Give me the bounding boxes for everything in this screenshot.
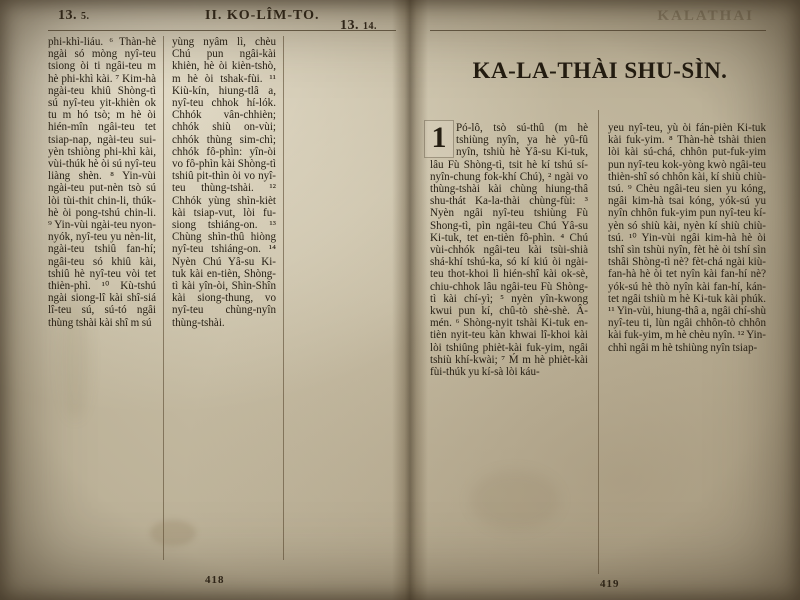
right-column-divider-1: [598, 110, 599, 574]
right-column-1: Pó-lô, tsò sú-thû (m hè tshiùng nyîn, ya hè yû-fû nyîn, tshiù hè Yâ-su Ki-tuk, lâu Fù Shòng-tì, tsit hè kí tshú sí-nyîn-chung fok-khí Chú), ² ngài vo thùng-tshài kài chùng hiung-thâ shu-thát Ka-la-thài chùng-fùi: ³ Nyèn ngâi nyî-teu tshiùng Fù Shong-tì, pìn ngâi-teu Chú Yâ-su Ki-tuk, tet en-tièn fô-phìn. ⁴ Chú vùi-chhók ngâi-teu kài tsùi-shià shá-khí tshú-ka, só kí kiú òi ngài-teu thot-khoi lì hién-shî kài ok-sè, chiu-chhok lâu ngâi-teu Fù Shòng-tì kài chí-yì; ⁵ nyèn yîn-kwong kwui pun kí, chû-tò shè-shè. Â-mén. ⁶ Shòng-nyit tshài Ki-tuk en-tièn nyit-teu kàn khwai lî-khoi kài lòi tshiûng phièt-kài fuk-yim, ngâi tshiù khí-kwài; ⁷ Ḿ m hè phièt-kài fùi-thúk yu kí-sà lòi káu-: [430, 122, 588, 379]
dropcap-spacer: [430, 122, 456, 156]
right-column-2: yeu nyî-teu, yù òi fán-pièn Ki-tuk kài fuk-yim. ⁸ Thàn-hè tshài thien lòi kài sú-chá, chhôn put-fuk-yim pun nyî-teu kok-yòng kwò ngâi-teu thièn-shî só chhôn kài, kí shiù chiù-tsú. ⁹ Chèu ngâi-teu sien yu kóng, ngâi kim-hà tsai kóng, yók-sú yu nyîn chhôn fuk-yim pun nyî-teu kí-yèn só shiù kài, nyèn kí shiù chiù-tsú. ¹⁰ Yin-vùi ngâi kim-hà hè òi tshî sìn tshùi nyîn, fèt hè òi tshí sìn tshâi Shòng-tì nè? fèt-chá ngài kiù-fan-hà hè òi tet nyîn kài fan-hí nè? yók-sú hè thò nyîn kài fan-hí, kán-tet ngâi tshiù m hè Ki-tuk kài phúk. ¹¹ Yin-vùi, hiung-thâ a, ngâi chí-shù nyî-teu ti, lùn ngâi chhôn-tò chhôn kài fuk-yim, m hè chèu nyîn. ¹² Yin-chhì ngâi m hè tshiùng nyîn tsiap-: [608, 122, 766, 354]
chapter-number-dropcap: 1: [424, 120, 454, 158]
left-column-2: yùng nyâm lì, chèu Chú pun ngâi-kài khièn, hè òi kièn-tshò, m hè òi tshak-fùi. ¹¹ Kiù-kín, hiung-tlâ a, nyî-teu chhok hí-lók. Chhók vân-chhièn; chhók shiù on-vùi; chhók thùng sim-chì; chhók fô-phìn: yîn-òi vo fô-phìn kài Shòng-tì tshiû pit-thìn òi vo nyî-teu thùng-tshài. ¹² Chhók yùng shìn-kièt kài tsiap-vut, lòi fu-siong tshiáng-on. ¹³ Chùng shìn-thû hiòng nyî-teu tshiáng-on. ¹⁴ Nyèn Chú Yâ-su Ki-tuk kài en-tièn, Shòng-tì kài yîn-òi, Shìn-Shîn kài siong-thung, vo nyî-teu chùng-nyîn thùng-tshài.: [172, 36, 276, 329]
left-column-divider-1: [163, 36, 164, 560]
right-running-head-number: 13. 14.: [340, 18, 377, 33]
left-column-1: phi-khì-liáu. ⁶ Thàn-hè ngài só mòng nyî-teu tsiong òi ti ngâi-teu m hè phi-khì kài. ⁷ Kim-hà ngài-teu khiû Shòng-tì sú nyî-teu yit-khièn ok tu m hó tsò; m hè òi hién-mîn ngâi-teu tet tsiap-nap, ngài-teu sui-yèn tshiòng phi-khì kài, vùi-thúk hè òi sú nyî-teu liàng shèn. ⁸ Yin-vùi ngài-teu put-nèn tsò sú lòi tùi-thit chin-li, thúk-hè òi pong-tshú chin-li. ⁹ Yin-vùi ngài-teu nyon-nyók, nyî-teu yu nèn-lit, ngài-teu tshiû fan-hí; ngâi-teu só khiû kài, tshiû hè nyî-teu vòi tet thièn-phì. ¹⁰ Kù-tshú ngài siong-lî kài shî-siá lî-teu sú, sú-tó ngâi thùng tshài kài shî m sú: [48, 36, 156, 329]
right-page: [340, 0, 800, 600]
book-title: KA-LA-THÀI SHU-SÌN.: [472, 58, 728, 83]
right-page-folio: 419: [600, 578, 620, 590]
right-running-head-ghost: KALATHAI: [657, 8, 754, 24]
right-header-rule: [430, 30, 766, 31]
left-running-head-number: 13. 5.: [58, 8, 90, 23]
left-page-folio: 418: [205, 574, 225, 586]
left-column-divider-2: [283, 36, 284, 560]
left-running-head-title: II. KO-LÎM-TO.: [205, 8, 320, 23]
